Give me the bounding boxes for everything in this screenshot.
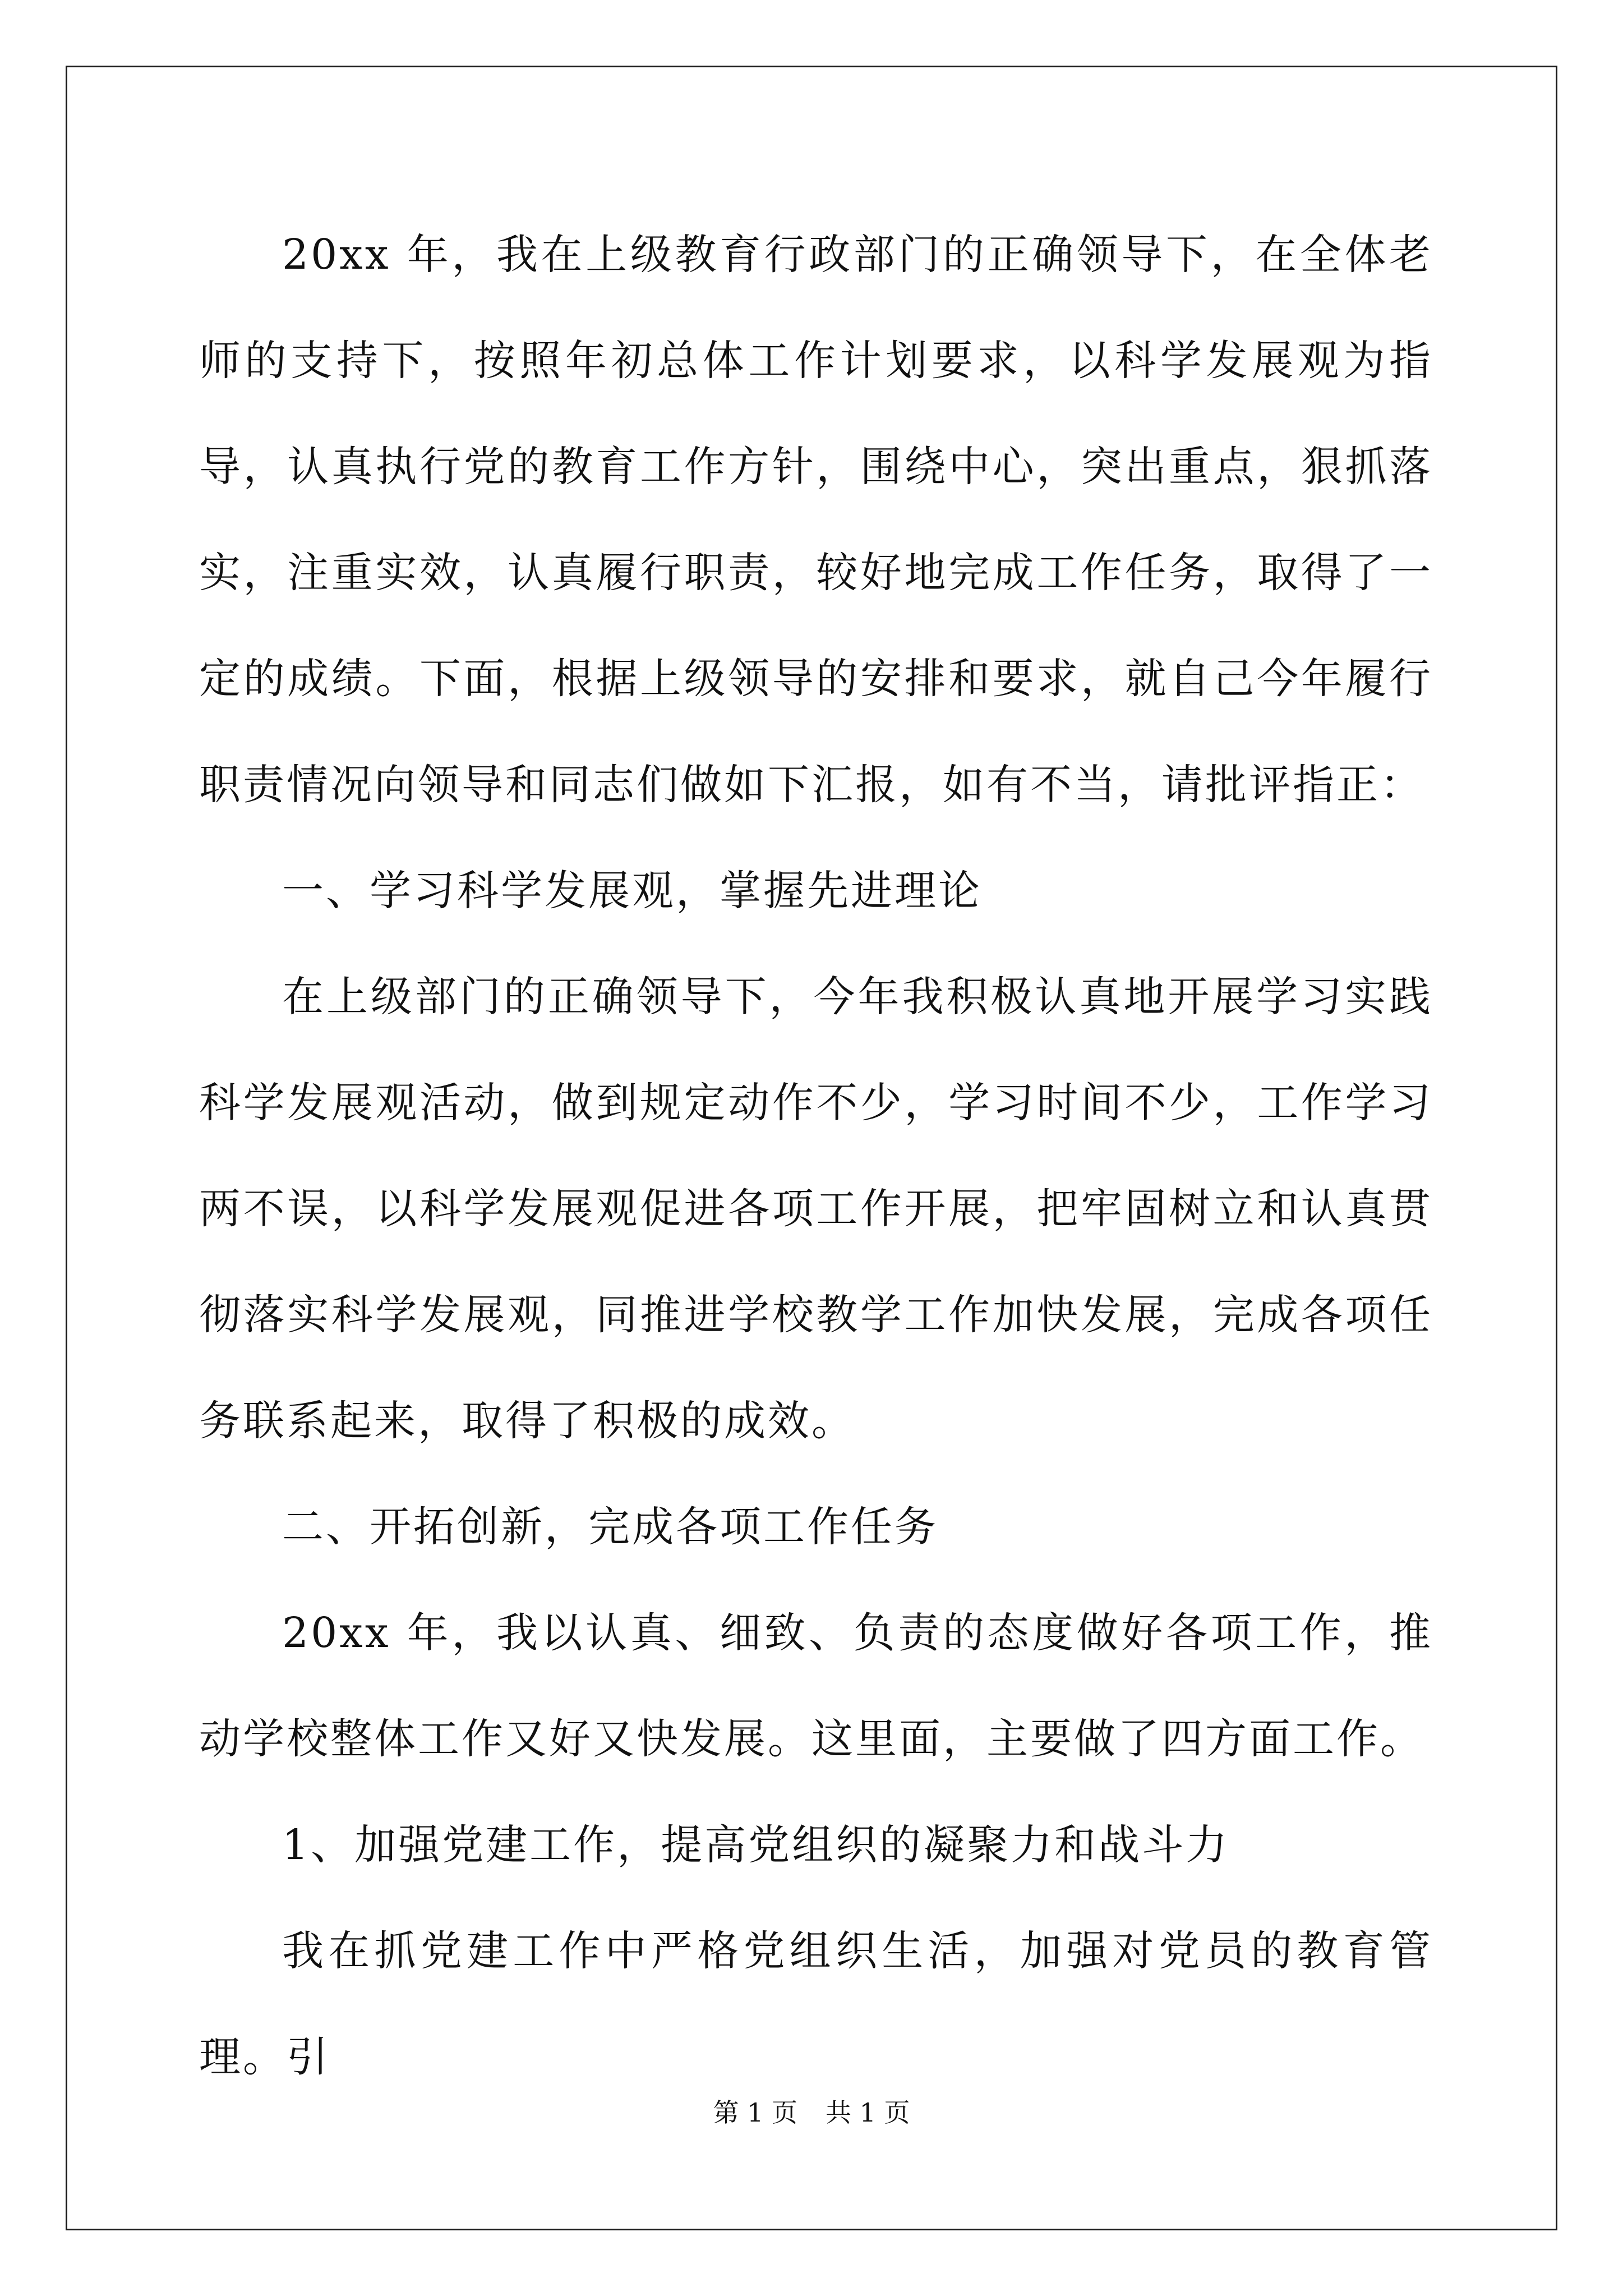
paragraph-subsection-1: 我在抓党建工作中严格党组织生活，加强对党员的教育管理。引 (199, 1927, 1433, 2081)
subsection-heading-1: 1、加强党建工作，提高党组织的凝聚力和战斗力 (282, 1821, 1230, 1869)
page-total: 共 1 页 (826, 2097, 910, 2128)
document-body (199, 202, 1433, 2110)
section-heading-1: 一、学习科学发展观，掌握先进理论 (282, 867, 982, 915)
page-footer (0, 2092, 1623, 2129)
section-heading-2: 二、开拓创新，完成各项工作任务 (282, 1503, 938, 1551)
paragraph-intro: 20xx 年，我在上级教育行政部门的正确领导下，在全体老师的支持下，按照年初总体工作计划要求，以科学发展观为指导，认真执行党的教育工作方针，围绕中心，突出重点，狠抓落实，注重实效，认真履行职责，较好地完成工作任务，取得了一定的成绩。下面，根据上级领导的安排和要求，就自己今年履行职责情况向领导和同志们做如下汇报，如有不当，请批评指正： (199, 231, 1433, 809)
paragraph-section-2: 20xx 年，我以认真、细致、负责的态度做好各项工作，推动学校整体工作又好又快发展。这里面，主要做了四方面工作。 (199, 1609, 1433, 1763)
page-number: 第 1 页 (713, 2097, 797, 2128)
paragraph-section-1: 在上级部门的正确领导下，今年我积极认真地开展学习实践科学发展观活动，做到规定动作不少，学习时间不少，工作学习两不误，以科学发展观促进各项工作开展，把牢固树立和认真贯彻落实科学发展观，同推进学校教学工作加快发展，完成各项任务联系起来，取得了积极的成效。 (199, 973, 1433, 1445)
